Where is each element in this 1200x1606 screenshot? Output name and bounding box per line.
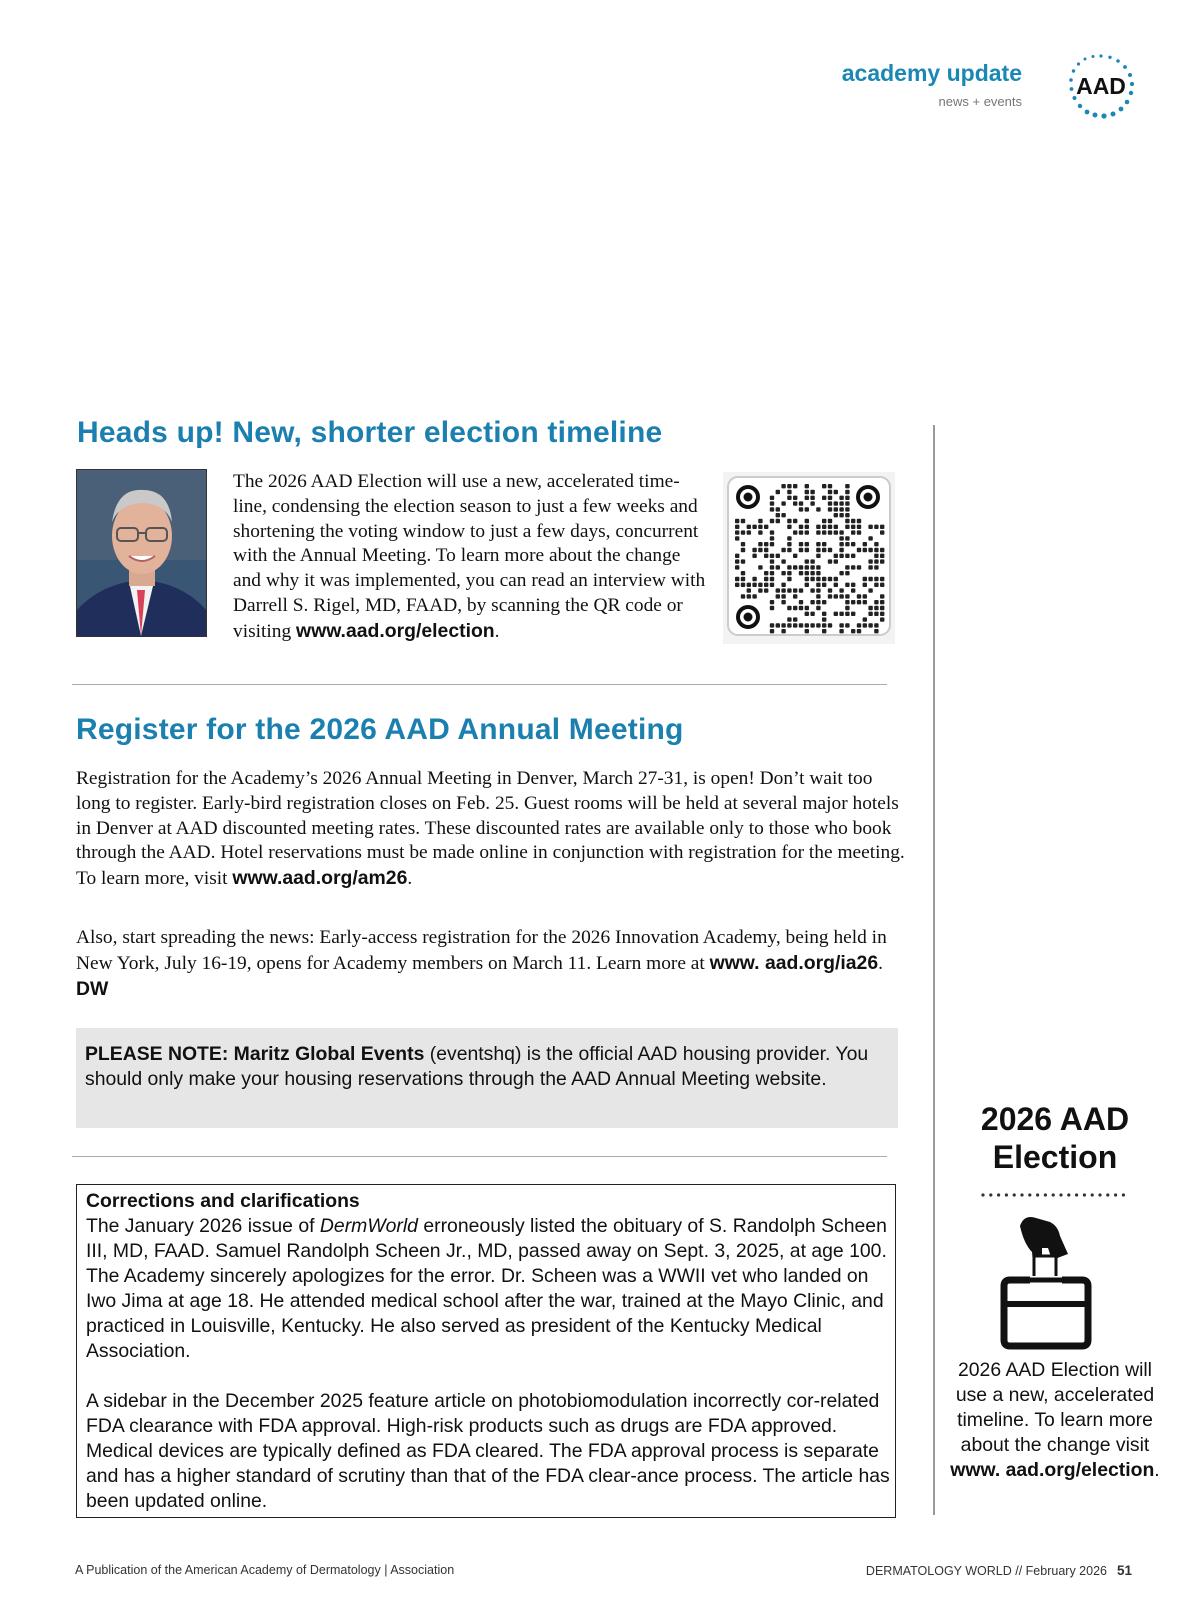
ballot-box-icon <box>990 1212 1102 1350</box>
dotted-divider <box>980 1192 1125 1198</box>
meeting-paragraph-2: Also, start spreading the news: Early-access registration for the 2026 Innovation Academy, being held in New York, July 16-19, opens for Academy members on March 11. Learn more at www. aad.org/ia26. DW <box>76 927 887 1000</box>
note-text: PLEASE NOTE: Maritz Global Events (eventshq) is the official AAD housing provider. You should only make your housing reservations through the AAD Annual Meeting website. <box>85 1043 869 1090</box>
am26-link[interactable]: www.aad.org/am26 <box>232 867 408 890</box>
footer-publication: A Publication of the American Academy of Dermatology | Association <box>75 1563 455 1577</box>
portrait-photo <box>76 469 207 637</box>
footer-issue: DERMATOLOGY WORLD // February 2026 51 <box>865 1563 1132 1578</box>
corrections-text <box>86 1189 892 1514</box>
election-heading: Heads up! New, shorter election timeline <box>77 416 663 449</box>
corrections-paragraph-1: The January 2026 issue of DermWorld erroneously listed the obituary of S. Randolph Scheen III, MD, FAAD. Samuel Randolph Scheen Jr., MD, passed away on Sept. 3, 2025, at age 100. The Academy sincerely apologizes for the error. Dr. Scheen was a WWII vet who landed on Iwo Jima at age 18. He attended medical school after the war, trained at the Mayo Clinic, and practiced in Louisville, Kentucky. He also served as president of the Kentucky Medical Association. <box>86 1215 887 1362</box>
aad-logo <box>1066 52 1136 122</box>
meeting-heading: Register for the 2026 AAD Annual Meeting <box>76 713 684 746</box>
column-divider <box>933 425 935 1515</box>
ia26-link[interactable]: www. aad.org/ia26 <box>709 951 879 974</box>
qr-code[interactable] <box>723 472 895 644</box>
meeting-paragraph-1: Registration for the Academy’s 2026 Annual Meeting in Denver, March 27-31, is open! Don’t wait too long to register. Early-bird registration closes on Feb. 25. Guest rooms will be held at several major hotels in Denver at AAD discounted meeting rates. These discounted rates are available only to those who book through the AAD. Hotel reservations must be made online in conjunction with registration for the meeting. To learn more, visit www.aad.org/am26. <box>76 768 905 890</box>
section-subtitle: news + events <box>938 94 1022 109</box>
page-number: 51 <box>1116 1563 1132 1578</box>
sidebar-election-link[interactable]: www. aad.org/election <box>950 1459 1155 1481</box>
note-label: PLEASE NOTE: Maritz Global Events <box>85 1043 425 1065</box>
sidebar-title: 2026 AAD Election <box>980 1101 1130 1175</box>
corrections-title: Corrections and clarifications <box>86 1190 360 1212</box>
election-link[interactable]: www.aad.org/election <box>296 619 495 642</box>
section-title: academy update <box>841 60 1022 86</box>
corrections-paragraph-2: A sidebar in the December 2025 feature article on photobiomodulation incorrectly cor-related FDA clearance with FDA approval. High-risk products such as drugs are FDA approved. Medical devices are typically defined as FDA cleared. The FDA approval process is separate and has a higher standard of scrutiny than that of the FDA clear-ance process. The article has been updated online. <box>86 1390 890 1512</box>
section-divider <box>72 1156 887 1157</box>
logo-text: AAD <box>1076 73 1126 99</box>
section-divider <box>72 684 887 685</box>
dw-endmark: DW <box>76 977 109 1000</box>
sidebar-text: 2026 AAD Election will use a new, accelerated timeline. To learn more about the change visit www. aad.org/election. <box>950 1359 1160 1481</box>
election-body: The 2026 AAD Election will use a new, accelerated time-line, condensing the election season to just a few weeks and shortening the voting window to just a few days, concurrent with the Annual Meeting. To learn more about the change and why it was implemented, you can read an interview with Darrell S. Rigel, MD, FAAD, by scanning the QR code or visiting www.aad.org/election. <box>233 471 706 642</box>
